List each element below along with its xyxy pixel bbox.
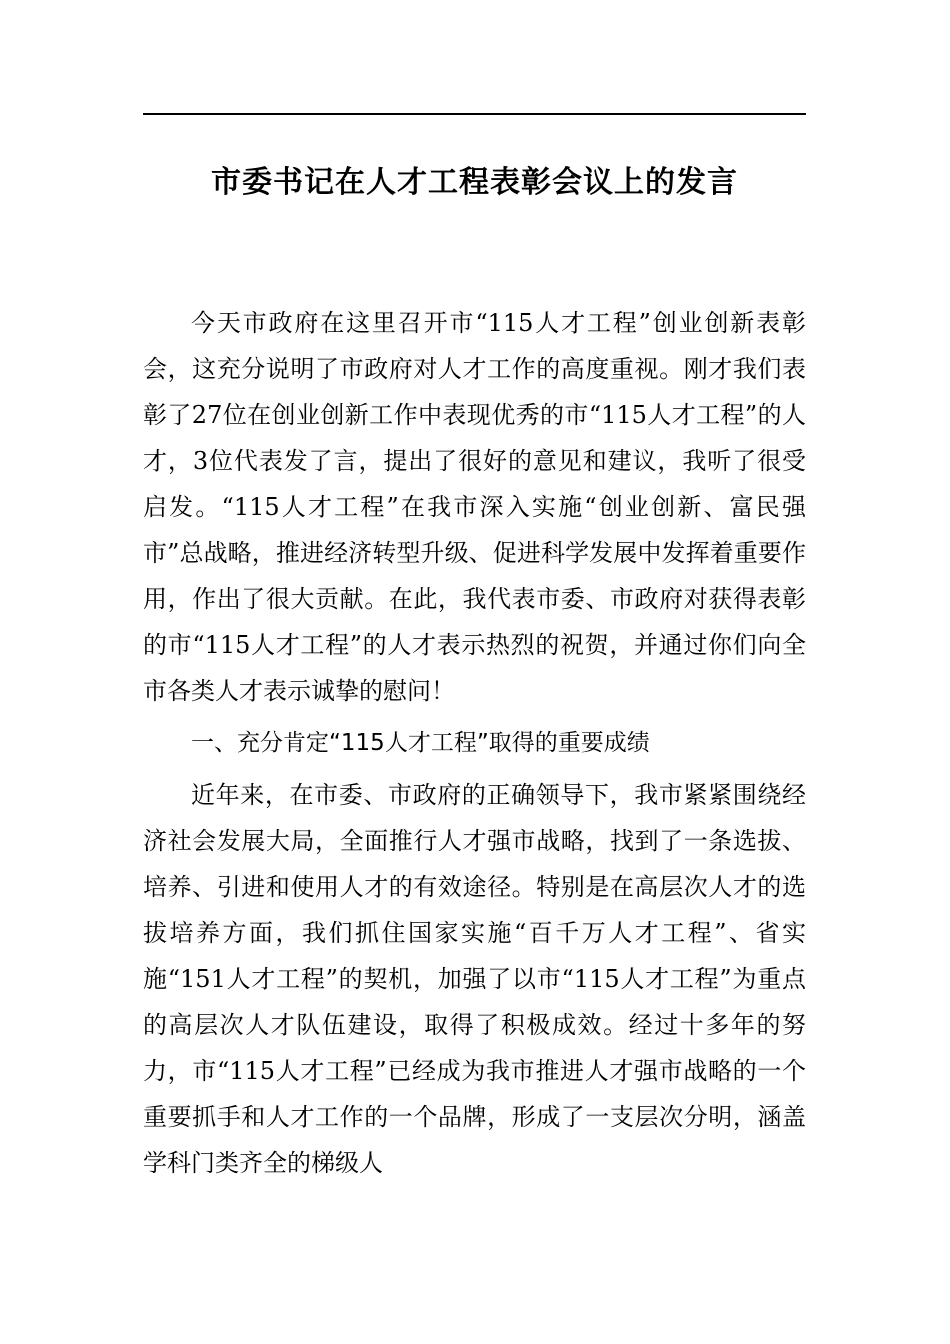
document-title: 市委书记在人才工程表彰会议上的发言 bbox=[211, 165, 738, 200]
section-paragraph: 近年来，在市委、市政府的正确领导下，我市紧紧围绕经济社会发展大局，全面推行人才强市战略，找到了一条选拔、培养、引进和使用人才的有效途径。特别是在高层次人才的选拔培养方面，我们抓住国家实施“百千万人才工程”、省实施“151人才工程”的契机，加强了以市“115人才工程”为重点的高层次人才队伍建设，取得了积极成效。经过十多年的努力，市“115人才工程”已经成为我市推进人才强市战略的一个重要抓手和人才工作的一个品牌，形成了一支层次分明，涵盖学科门类齐全的梯级人 bbox=[143, 781, 806, 1177]
section-heading: 一、充分肯定“115人才工程”取得的重要成绩 bbox=[191, 730, 650, 756]
header-divider bbox=[143, 113, 806, 115]
intro-paragraph: 今天市政府在这里召开市“115人才工程”创业创新表彰会，这充分说明了市政府对人才工作的高度重视。刚才我们表彰了27位在创业创新工作中表现优秀的市“115人才工程”的人才，3位代表发了言，提出了很好的意见和建议，我听了很受启发。“115人才工程”在我市深入实施“创业创新、富民强市”总战略，推进经济转型升级、促进科学发展中发挥着重要作用，作出了很大贡献。在此，我代表市委、市政府对获得表彰的市“115人才工程”的人才表示热烈的祝贺，并通过你们向全市各类人才表示诚挚的慰问！ bbox=[143, 309, 806, 705]
document-body bbox=[143, 300, 806, 1186]
